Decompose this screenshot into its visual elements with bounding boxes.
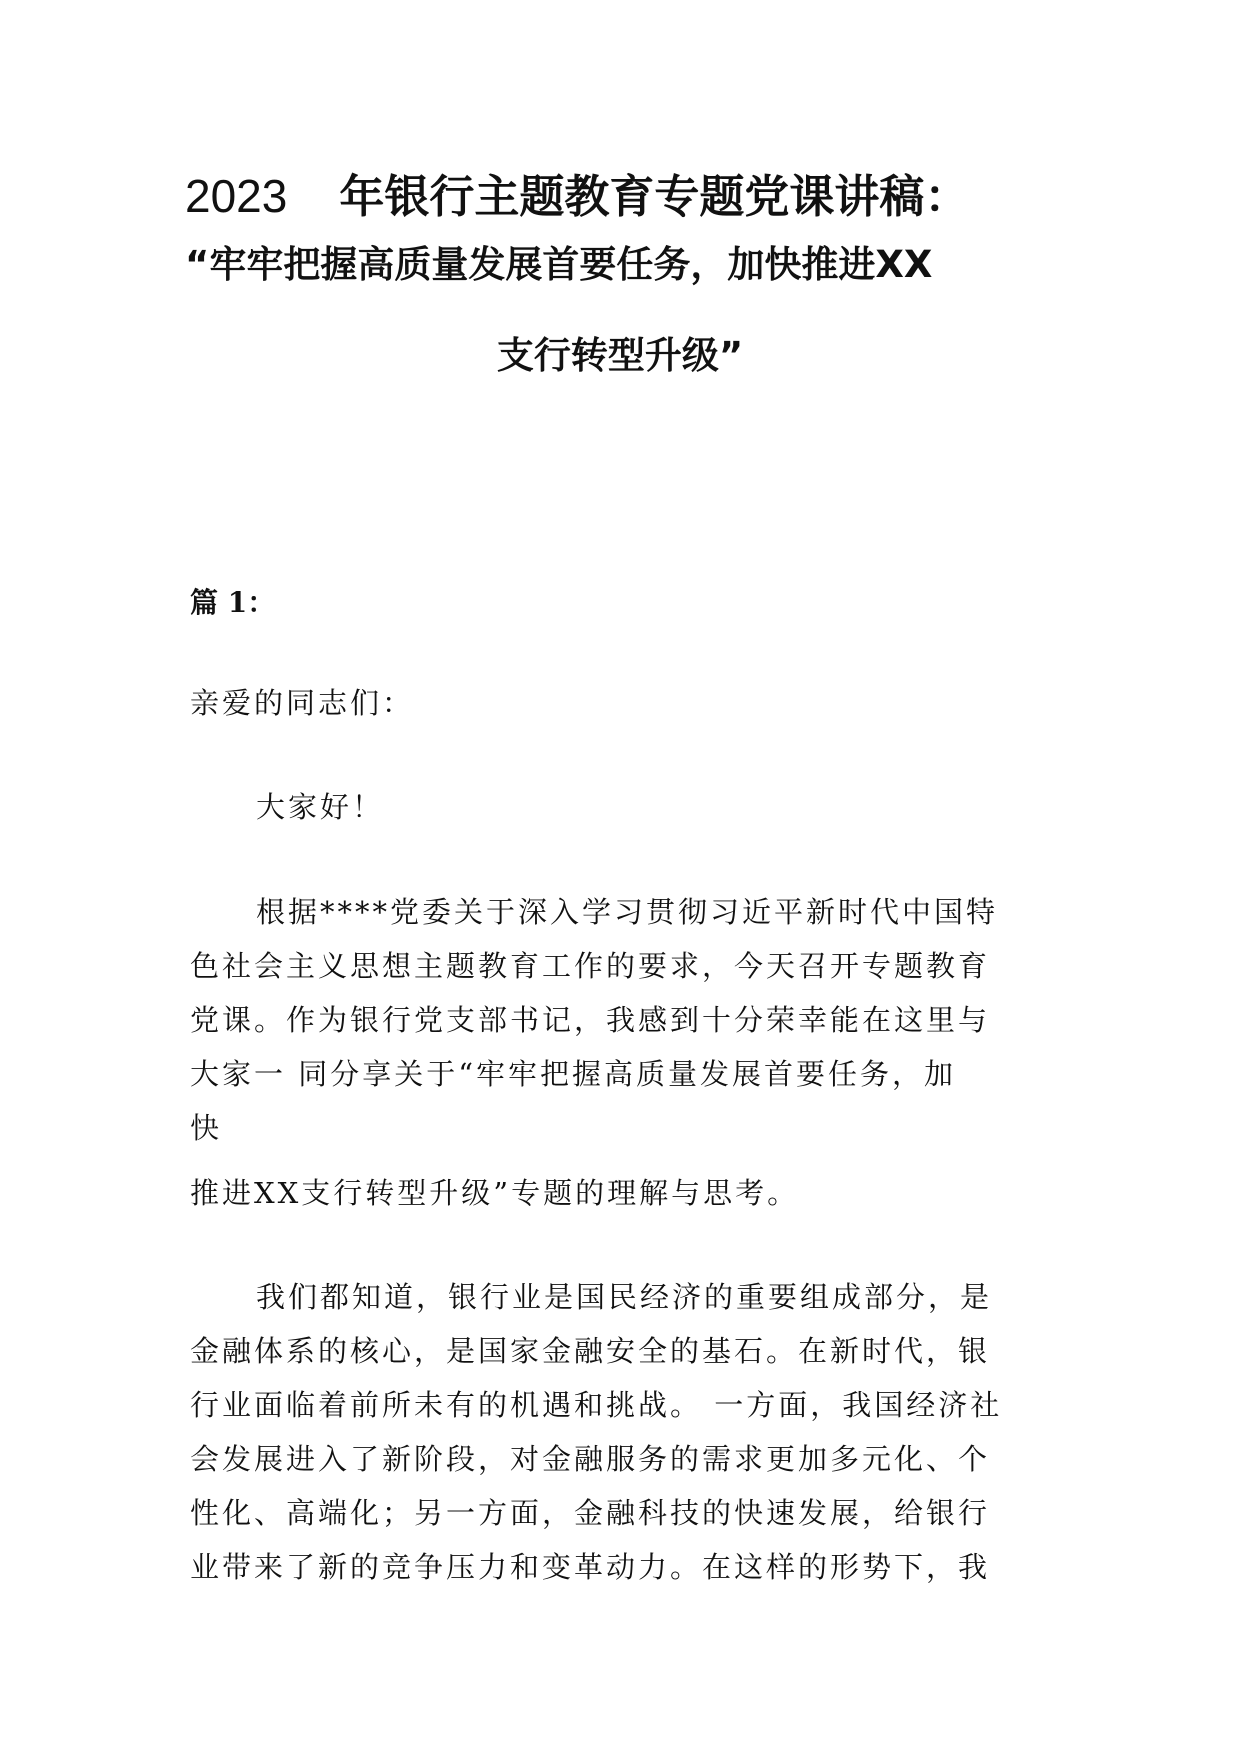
paragraph-line: 根据****党委关于深入学习贯彻习近平新时代中国特 (256, 895, 999, 929)
paragraph-line: 推进XX支行转型升级”专题的理解与思考。 (190, 1176, 800, 1210)
salutation: 亲爱的同志们： (190, 686, 415, 720)
paragraph-line: 性化、高端化；另一方面，金融科技的快速发展，给银行 (190, 1496, 991, 1530)
paragraph-line: 我们都知道，银行业是国民经济的重要组成部分，是 (256, 1280, 993, 1314)
document-title-line-3: 支行转型升级” (496, 334, 744, 377)
document-title-line-1 (185, 168, 1085, 225)
paragraph-2 (190, 1270, 1050, 1594)
paragraph-line: 行业面临着前所未有的机遇和挑战。 一方面，我国经济社 (190, 1388, 1003, 1422)
paragraph-line: 金融体系的核心，是国家金融安全的基石。在新时代，银 (190, 1334, 991, 1368)
paragraph-line: 会发展进入了新阶段，对金融服务的需求更加多元化、个 (190, 1442, 991, 1476)
paragraph-1-tail (190, 1166, 1050, 1220)
document-title-line-2: “牢牢把握高质量发展首要任务，加快推进XX (185, 243, 933, 286)
paragraph-1 (190, 885, 1050, 1155)
paragraph-line: 快 (190, 1111, 223, 1145)
title-line-1-text: 年银行主题教育专题党课讲稿： (339, 170, 970, 223)
paragraph-line: 色社会主义思想主题教育工作的要求，今天召开专题教育 (190, 949, 991, 983)
title-year: 2023 (185, 170, 288, 222)
paragraph-line: 大家一 同分享关于“牢牢把握高质量发展首要任务，加 (190, 1057, 957, 1091)
section-label: 篇 1： (190, 586, 276, 619)
paragraph-line: 业带来了新的竞争压力和变革动力。在这样的形势下，我 (190, 1550, 991, 1584)
greeting: 大家好！ (256, 790, 385, 824)
paragraph-line: 党课。作为银行党支部书记，我感到十分荣幸能在这里与 (190, 1003, 991, 1037)
